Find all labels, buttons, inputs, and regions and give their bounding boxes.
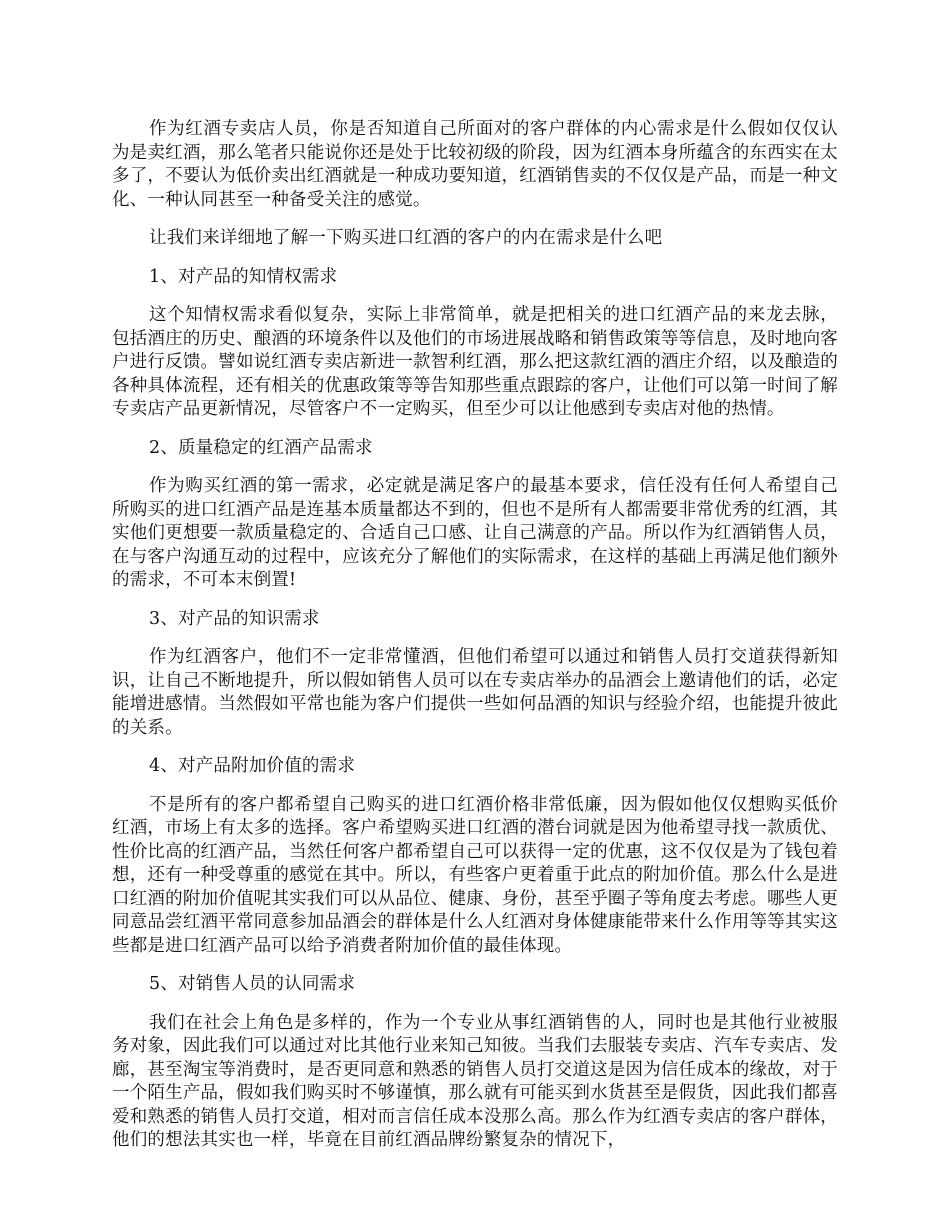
section-heading-1: 1、对产品的知情权需求	[149, 266, 338, 287]
section-heading-4: 4、对产品附加价值的需求	[149, 756, 356, 776]
document-page	[112, 118, 838, 1168]
intro-paragraph: 作为红酒专卖店人员，你是否知道自己所面对的客户群体的内心需求是什么假如仅仅认为是卖红酒，那么笔者只能说你还是处于比较初级的阶段，因为红酒本身所蕴含的东西实在太多了，不要认为低价卖出红酒就是一种成功要知道，红酒销售卖的不仅仅是产品，而是一种文化、一种认同甚至一种备受关注的感觉。	[112, 119, 838, 210]
section-body-5: 我们在社会上角色是多样的，作为一个专业从事红酒销售的人，同时也是其他行业被服务对象，因此我们可以通过对比其他行业来知己知彼。当我们去服装专卖店、汽车专卖店、发廊，甚至淘宝等消费时，是否更同意和熟悉的销售人员打交道这是因为信任成本的缘故，对于一个陌生产品，假如我们购买时不够谨慎，那么就有可能买到水货甚至是假货，因此我们都喜爱和熟悉的销售人员打交道，相对而言信任成本没那么高。那么作为红酒专卖店的客户群体，他们的想法其实也一样，毕竟在目前红酒品牌纷繁复杂的情况下，	[112, 1012, 838, 1150]
section-body-4: 不是所有的客户都希望自己购买的进口红酒价格非常低廉，因为假如他仅仅想购买低价红酒，市场上有太多的选择。客户希望购买进口红酒的潜台词就是因为他希望寻找一款质优、性价比高的红酒产品，当然任何客户都希望自己可以获得一定的优惠，这不仅仅是为了钱包着想，还有一种受尊重的感觉在其中。所以，有些客户更着重于此点的附加价值。那么什么是进口红酒的附加价值呢其实我们可以从品位、健康、身份，甚至乎圈子等角度去考虑。哪些人更同意品尝红酒平常同意参加品酒会的群体是什么人红酒对身体健康能带来什么作用等等其实这些都是进口红酒产品可以给予消费者附加价值的最佳体现。	[112, 794, 838, 956]
section-heading-5: 5、对销售人员的认同需求	[149, 974, 356, 994]
section-heading-3: 3、对产品的知识需求	[149, 608, 320, 629]
section-heading-2: 2、质量稳定的红酒产品需求	[149, 437, 373, 458]
section-body-2: 作为购买红酒的第一需求，必定就是满足客户的最基本要求，信任没有任何人希望自己所购买的进口红酒产品是连基本质量都达不到的，但也不是所有人都需要非常优秀的红酒，其实他们更想要一款质量稳定的、合适自己口感、让自己满意的产品。所以作为红酒销售人员，在与客户沟通互动的过程中，应该充分了解他们的实际需求，在这样的基础上再满足他们额外的需求，不可本末倒置!	[112, 476, 838, 590]
section-body-1: 这个知情权需求看似复杂，实际上非常简单，就是把相关的进口红酒产品的来龙去脉，包括酒庄的历史、酿酒的环境条件以及他们的市场进展战略和销售政策等等信息，及时地向客户进行反馈。譬如说红酒专卖店新进一款智利红酒，那么把这款红酒的酒庄介绍，以及酿造的各种具体流程，还有相关的优惠政策等等告知那些重点跟踪的客户，让他们可以第一时间了解专卖店产品更新情况，尽管客户不一定购买，但至少可以让他感到专卖店对他的热情。	[112, 305, 838, 419]
intro-lead-in: 让我们来详细地了解一下购买进口红酒的客户的内在需求是什么吧	[149, 228, 663, 248]
section-body-3: 作为红酒客户，他们不一定非常懂酒，但他们希望可以通过和销售人员打交道获得新知识，让自己不断地提升，所以假如销售人员可以在专卖店举办的品酒会上邀请他们的话，必定能增进感情。当然假如平常也能为客户们提供一些如何品酒的知识与经验介绍，也能提升彼此的关系。	[112, 647, 838, 738]
